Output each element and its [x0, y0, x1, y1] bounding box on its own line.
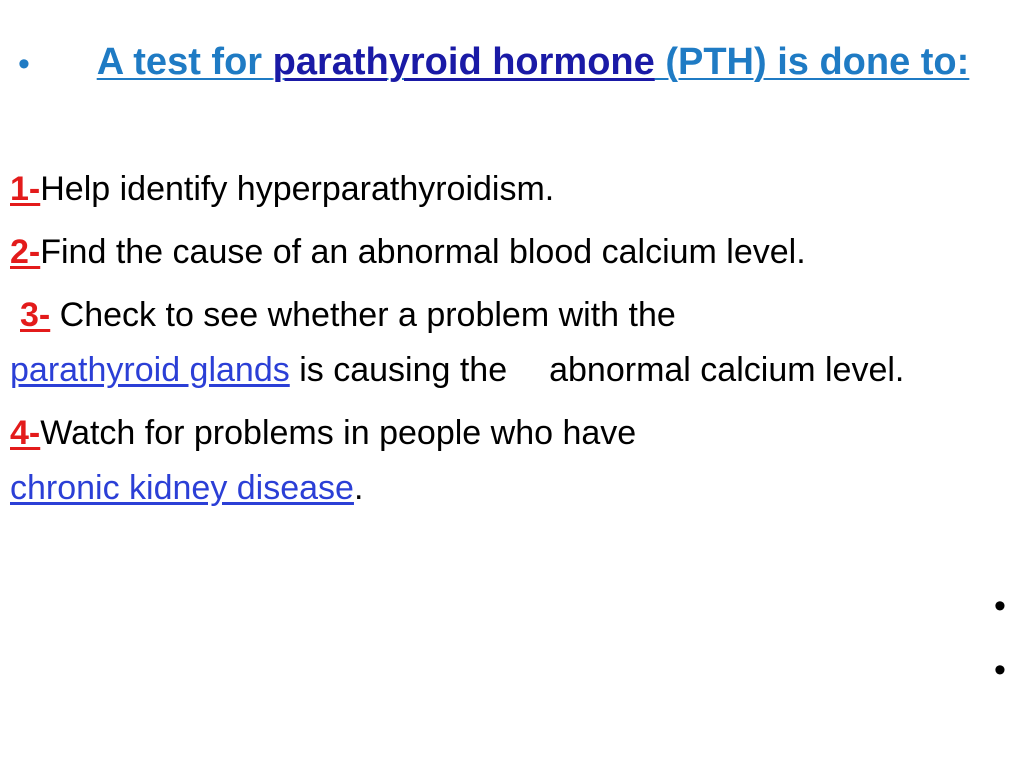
item-number: 3-: [20, 296, 51, 334]
empty-bullet: •: [994, 587, 1006, 625]
item-text: Help identify hyperparathyroidism.: [40, 170, 555, 208]
item-number: 4-: [10, 414, 41, 452]
title-text-before: A test for: [96, 41, 273, 83]
item-number: 2-: [10, 233, 41, 271]
item-list: [10, 162, 1010, 524]
title-bullet: •: [18, 45, 30, 83]
item-text: Find the cause of an abnormal blood calcium level.: [40, 233, 806, 271]
list-item: [10, 406, 1010, 516]
list-item: [10, 225, 1010, 280]
item-text-before: Check to see whether a problem with the: [50, 296, 676, 334]
title-text-after: (PTH) is done to:: [654, 41, 970, 83]
item-text-middle: is causing the: [289, 351, 508, 389]
chronic-kidney-disease-link[interactable]: chronic kidney disease: [10, 469, 354, 507]
item-text-before: Watch for problems in people who have: [40, 414, 637, 452]
list-item: [10, 288, 1010, 398]
list-item: [10, 162, 1010, 217]
item-text-after: abnormal calcium level.: [549, 351, 905, 389]
parathyroid-hormone-link[interactable]: parathyroid hormone: [272, 41, 655, 83]
empty-bullet: •: [994, 651, 1006, 689]
slide-title: [52, 34, 1014, 90]
item-number: 1-: [10, 170, 41, 208]
parathyroid-glands-link[interactable]: parathyroid glands: [10, 351, 290, 389]
item-text-after: .: [353, 469, 364, 507]
